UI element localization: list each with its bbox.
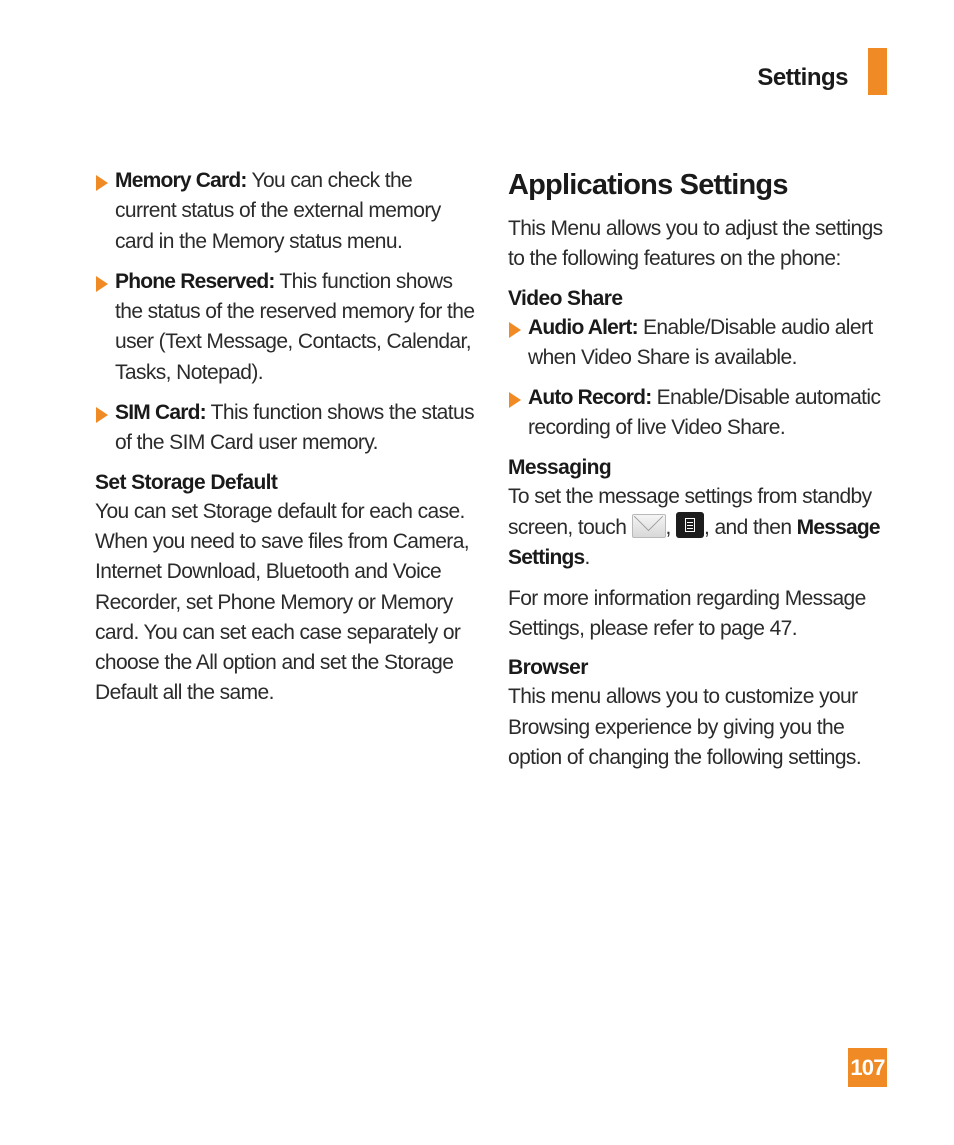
triangle-right-icon bbox=[96, 407, 108, 423]
triangle-right-icon bbox=[509, 392, 521, 408]
triangle-right-icon bbox=[96, 175, 108, 191]
browser-heading: Browser bbox=[508, 656, 588, 680]
bullet-term: Phone Reserved: bbox=[115, 269, 275, 293]
bullet-auto-record bbox=[508, 383, 888, 444]
messaging-text: , and then bbox=[704, 516, 797, 540]
bullet-text: You can check the current status of the external memory card in the Memory status menu. bbox=[115, 169, 441, 253]
bullet-text: Enable/Disable automatic recording of live Video Share. bbox=[528, 386, 881, 440]
period: . bbox=[584, 546, 590, 570]
triangle-right-icon bbox=[96, 276, 108, 292]
applications-settings-heading: Applications Settings bbox=[508, 169, 788, 201]
message-settings-label: Message Settings bbox=[508, 516, 880, 570]
messaging-text: To set the message settings from standby screen, touch bbox=[508, 484, 872, 540]
section-title: Settings bbox=[757, 64, 848, 91]
bullet-audio-alert bbox=[508, 313, 888, 374]
bullet-sim-card bbox=[95, 398, 475, 459]
messaging-instructions bbox=[508, 482, 888, 574]
messaging-more-info: For more information regarding Message Settings, please refer to page 47. bbox=[508, 586, 866, 640]
left-column bbox=[95, 166, 475, 719]
page-number: 107 bbox=[848, 1048, 887, 1087]
section-tab-marker bbox=[868, 48, 887, 95]
bullet-term: Audio Alert: bbox=[528, 315, 638, 339]
bullet-phone-reserved bbox=[95, 267, 475, 388]
right-column bbox=[508, 166, 888, 783]
bullet-term: Memory Card: bbox=[115, 169, 247, 192]
messaging-heading: Messaging bbox=[508, 455, 612, 479]
bullet-text: Enable/Disable audio alert when Video Share is available. bbox=[528, 315, 873, 369]
bullet-text: This function shows the status of the SIM Card user memory. bbox=[115, 401, 474, 455]
separator: , bbox=[665, 516, 676, 540]
applications-intro: This Menu allows you to adjust the settings to the following features on the phone: bbox=[508, 217, 883, 271]
bullet-term: SIM Card: bbox=[115, 401, 206, 425]
bullet-text: This function shows the status of the reserved memory for the user (Text Message, Contacts, Calendar, Tasks, Notepad). bbox=[115, 269, 475, 384]
set-storage-default-text: You can set Storage default for each case. When you need to save files from Camera, Internet Download, Bluetooth and Voice Recorder, set Phone Memory or Memory card. You can set each case separately or choose the All option and set the Storage Default all the same. bbox=[95, 499, 470, 705]
video-share-heading: Video Share bbox=[508, 286, 623, 310]
bullet-term: Auto Record: bbox=[528, 386, 652, 410]
set-storage-default-heading: Set Storage Default bbox=[95, 470, 278, 494]
envelope-icon bbox=[632, 514, 666, 538]
bullet-memory-card bbox=[95, 166, 475, 257]
triangle-right-icon bbox=[509, 322, 521, 338]
browser-text: This menu allows you to customize your Browsing experience by giving you the option of changing the following settings. bbox=[508, 685, 862, 769]
menu-icon bbox=[676, 512, 704, 538]
